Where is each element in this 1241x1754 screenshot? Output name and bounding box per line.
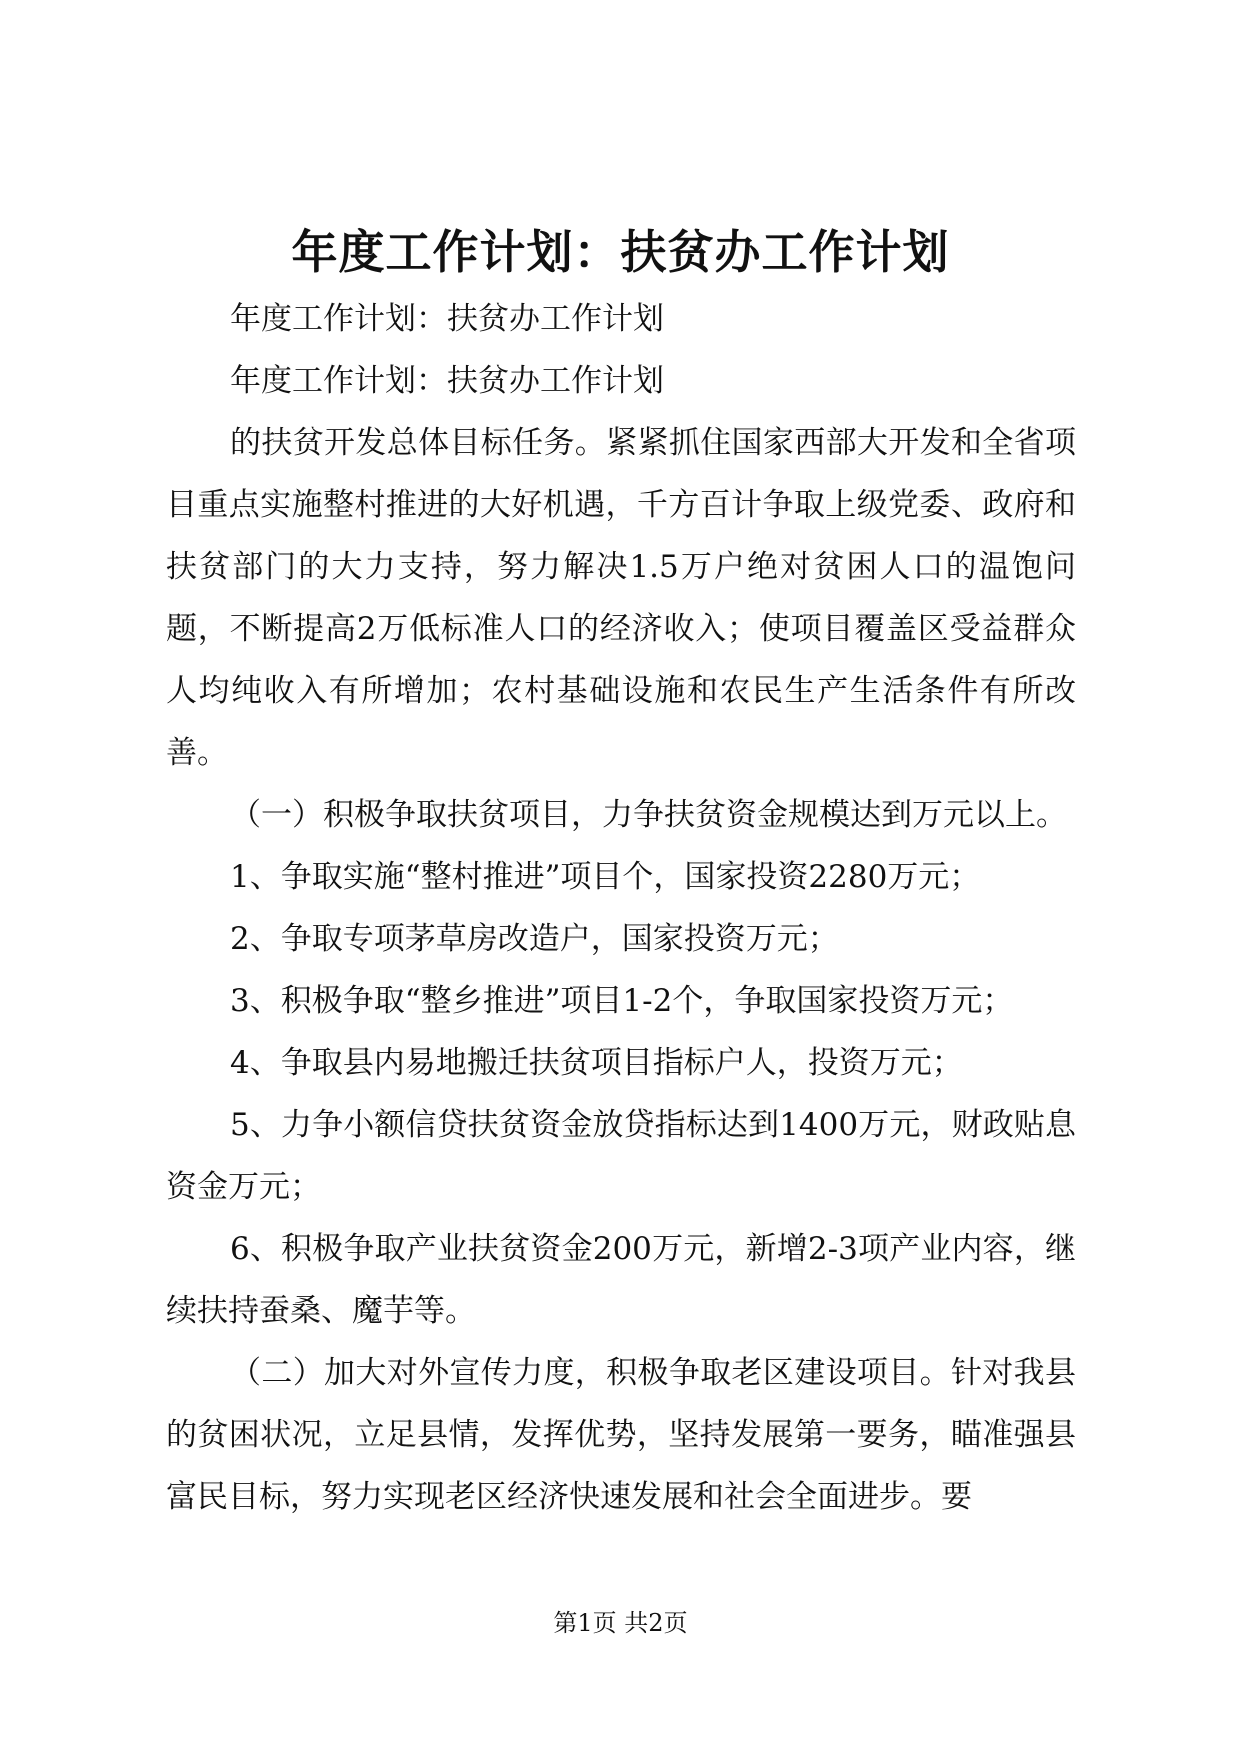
paragraph: 年度工作计划：扶贫办工作计划 xyxy=(230,301,664,337)
paragraph: （二）加大对外宣传力度，积极争取老区建设项目。针对我县的贫困状况，立足县情，发挥优势，坚持发展第一要务，瞄准强县富民目标，努力实现老区经济快速发展和社会全面进步。要 xyxy=(166,1355,1076,1515)
paragraph: 3、积极争取“整乡推进”项目1-2个，争取国家投资万元； xyxy=(230,983,1014,1019)
paragraph: 2、争取专项茅草房改造户，国家投资万元； xyxy=(230,921,839,957)
paragraph: 年度工作计划：扶贫办工作计划 xyxy=(230,363,664,399)
paragraph: 5、力争小额信贷扶贫资金放贷指标达到1400万元，财政贴息资金万元； xyxy=(166,1107,1076,1205)
paragraph: 1、争取实施“整村推进”项目个，国家投资2280万元； xyxy=(230,859,981,895)
paragraph: 4、争取县内易地搬迁扶贫项目指标户人，投资万元； xyxy=(230,1045,963,1081)
paragraph: 的扶贫开发总体目标任务。紧紧抓住国家西部大开发和全省项目重点实施整村推进的大好机遇，千方百计争取上级党委、政府和扶贫部门的大力支持，努力解决1.5万户绝对贫困人口的温饱问题，不断提高2万低标准人口的经济收入；使项目覆盖区受益群众人均纯收入有所增加；农村基础设施和农民生产生活条件有所改善。 xyxy=(166,425,1076,771)
document-body xyxy=(166,288,1076,1528)
paragraph: （一）积极争取扶贫项目，力争扶贫资金规模达到万元以上。 xyxy=(230,797,1067,833)
document-title: 年度工作计划：扶贫办工作计划 xyxy=(291,225,950,279)
page-footer: 第1页 共2页 xyxy=(553,1609,688,1637)
paragraph: 6、积极争取产业扶贫资金200万元，新增2-3项产业内容，继续扶持蚕桑、魔芋等。 xyxy=(166,1231,1076,1329)
